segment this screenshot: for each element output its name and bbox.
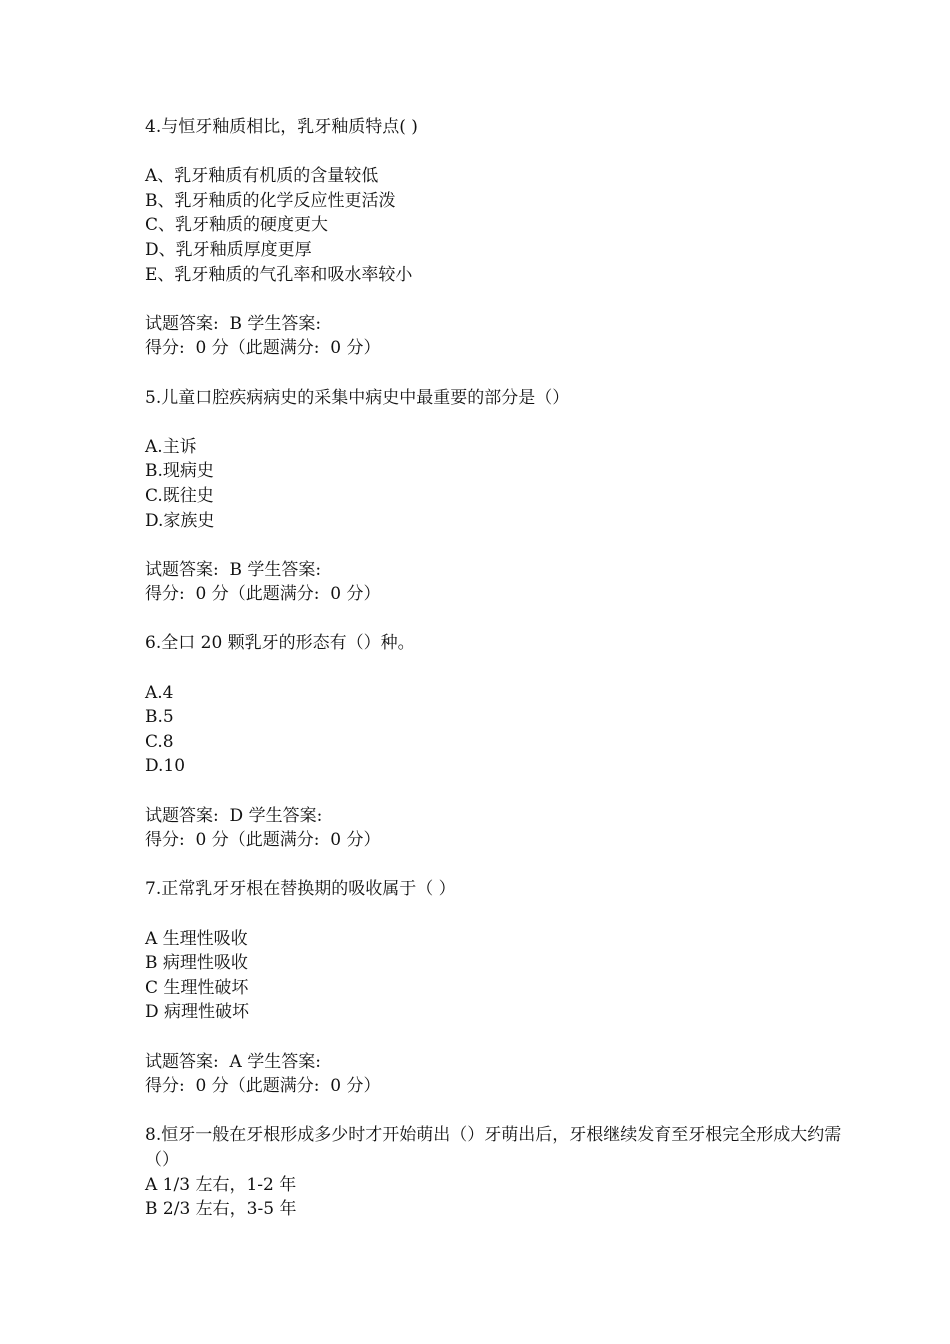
score-line: 得分: 0 分（此题满分: 0 分） <box>145 338 381 359</box>
option-d: D、乳牙釉质厚度更厚 <box>145 239 312 260</box>
score-line: 得分: 0 分（此题满分: 0 分） <box>145 1076 381 1097</box>
option-a: A 生理性吸收 <box>145 928 248 949</box>
option-b: B 2/3 左右，3-5 年 <box>145 1199 297 1220</box>
option-d: D.10 <box>145 756 186 777</box>
answer-block <box>145 558 845 607</box>
question-8 <box>145 1123 845 1221</box>
answer-line: 试题答案: A 学生答案: <box>145 1051 321 1072</box>
answer-block <box>145 312 845 361</box>
option-c: C、乳牙釉质的硬度更大 <box>145 215 329 236</box>
option-a: A.主诉 <box>145 436 197 457</box>
option-c: C 生理性破坏 <box>145 977 249 998</box>
question-text: 8.恒牙一般在牙根形成多少时才开始萌出（）牙萌出后，牙根继续发育至牙根完全形成大约需（） <box>145 1125 842 1170</box>
answer-line: 试题答案: D 学生答案: <box>145 805 323 826</box>
question-6 <box>145 631 845 852</box>
question-7 <box>145 877 845 1098</box>
document-page <box>145 115 845 1222</box>
option-c: C.既往史 <box>145 485 214 506</box>
answer-line: 试题答案: B 学生答案: <box>145 559 322 580</box>
option-c: C.8 <box>145 731 174 752</box>
question-text: 6.全口 20 颗乳牙的形态有（）种。 <box>145 633 415 654</box>
option-d: D.家族史 <box>145 510 215 531</box>
answer-block <box>145 1050 845 1099</box>
answer-block <box>145 804 845 853</box>
option-e: E、乳牙釉质的气孔率和吸水率较小 <box>145 264 413 285</box>
option-b: B.5 <box>145 707 174 728</box>
score-line: 得分: 0 分（此题满分: 0 分） <box>145 584 381 605</box>
question-5 <box>145 386 845 607</box>
option-list <box>145 927 845 1025</box>
answer-line: 试题答案: B 学生答案: <box>145 313 322 334</box>
option-a: A、乳牙釉质有机质的含量较低 <box>145 166 379 187</box>
question-text: 4.与恒牙釉质相比，乳牙釉质特点( ) <box>145 117 418 137</box>
option-b: B、乳牙釉质的化学反应性更活泼 <box>145 190 396 211</box>
option-list <box>145 435 845 533</box>
option-list <box>145 681 845 779</box>
score-line: 得分: 0 分（此题满分: 0 分） <box>145 830 381 851</box>
option-b: B 病理性吸收 <box>145 953 248 974</box>
option-b: B.现病史 <box>145 461 214 482</box>
question-text: 5.儿童口腔疾病病史的采集中病史中最重要的部分是（） <box>145 387 570 408</box>
question-4 <box>145 115 845 361</box>
question-text: 7.正常乳牙牙根在替换期的吸收属于（ ） <box>145 879 456 900</box>
option-a: A 1/3 左右，1-2 年 <box>145 1174 297 1195</box>
option-list <box>145 1173 845 1222</box>
option-d: D 病理性破坏 <box>145 1002 250 1023</box>
option-a: A.4 <box>145 682 174 703</box>
option-list <box>145 164 845 287</box>
